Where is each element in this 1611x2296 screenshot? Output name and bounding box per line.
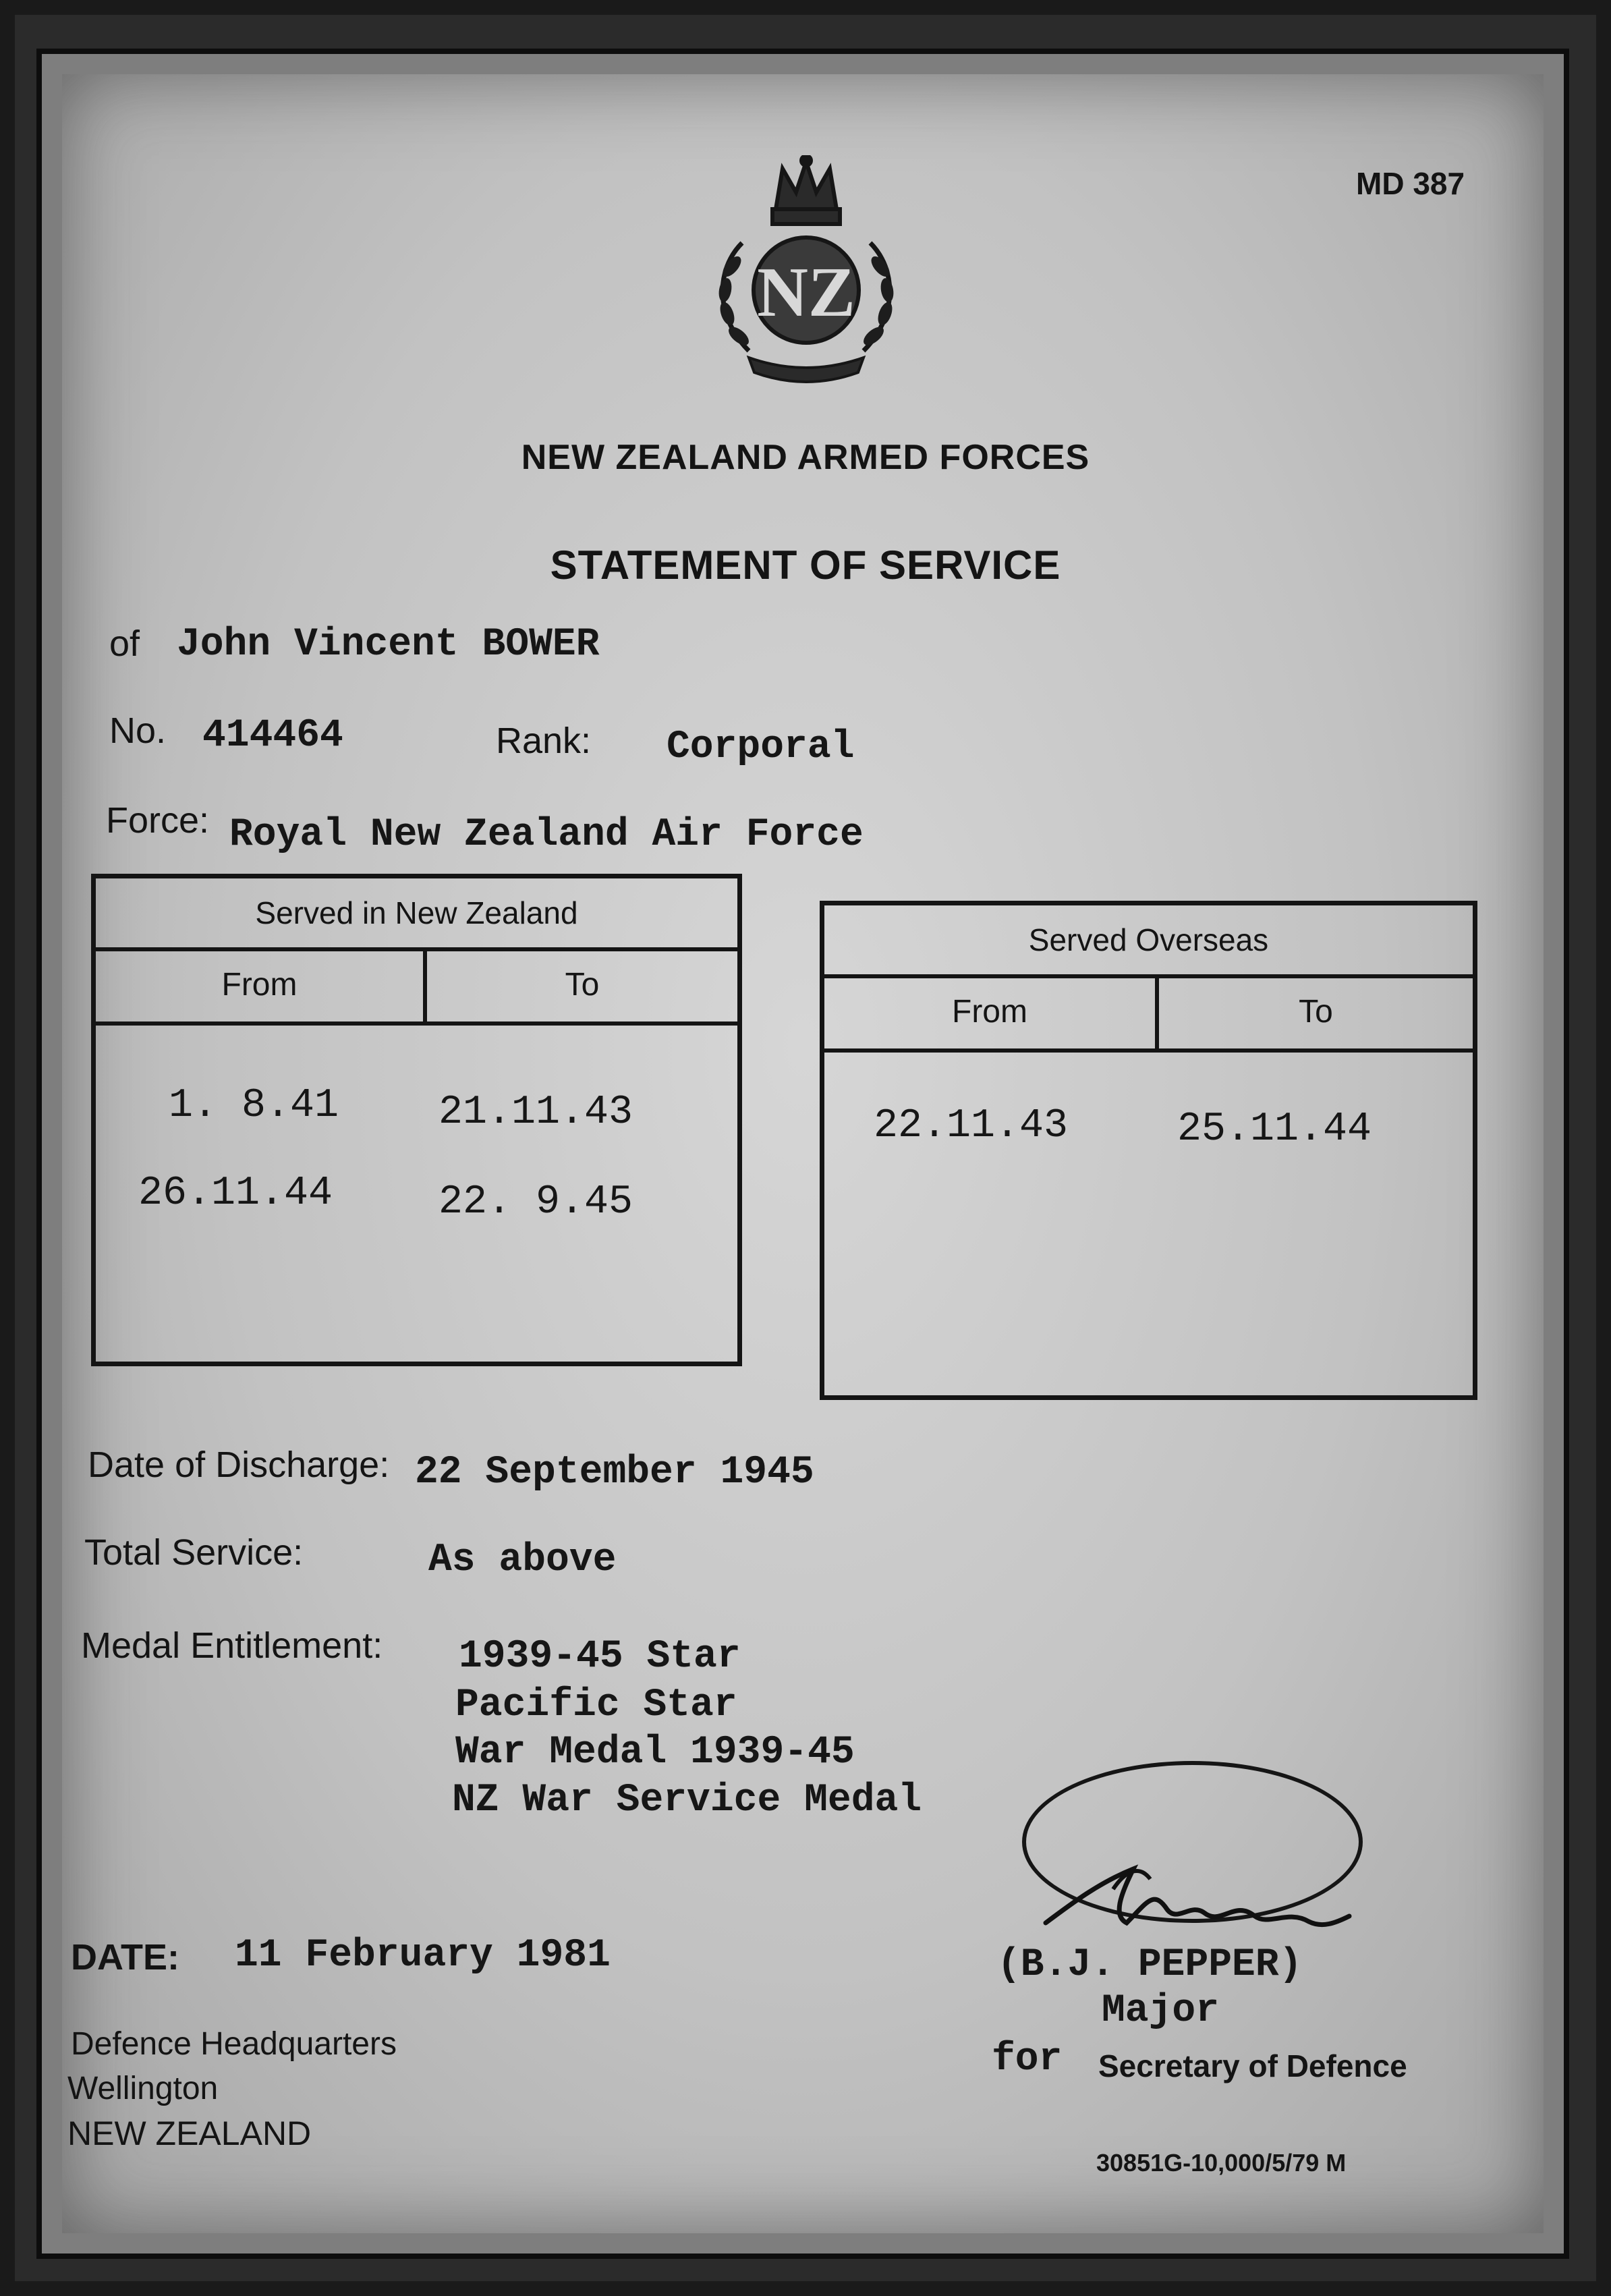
service-number: 414464 — [202, 714, 343, 758]
served-nz-heading: Served in New Zealand — [96, 878, 737, 951]
person-name: John Vincent BOWER — [177, 623, 600, 667]
served-overseas-col-to: To — [1299, 994, 1333, 1030]
print-code: 30851G-10,000/5/79 M — [1096, 2149, 1347, 2177]
signatory-rank: Major — [1102, 1989, 1220, 2033]
served-overseas-table — [820, 901, 1477, 1400]
issue-date: 11 February 1981 — [235, 1934, 611, 1978]
medal-item: NZ War Service Medal — [452, 1779, 922, 1822]
date-label: DATE: — [71, 1937, 179, 1978]
medal-entitlement-label: Medal Entitlement: — [81, 1625, 383, 1666]
organization-heading: NEW ZEALAND ARMED FORCES — [521, 438, 1090, 477]
served-nz-column-header — [96, 951, 737, 1026]
signatory-office: Secretary of Defence — [1098, 2048, 1407, 2083]
nz-row-1-from: 1. 8.41 — [169, 1083, 339, 1129]
served-overseas-heading: Served Overseas — [824, 905, 1473, 978]
force-value: Royal New Zealand Air Force — [229, 813, 864, 857]
document-title: STATEMENT OF SERVICE — [550, 542, 1061, 588]
address-line: NEW ZEALAND — [67, 2115, 312, 2152]
nz-row-2-to: 22. 9.45 — [439, 1179, 633, 1225]
total-service-label: Total Service: — [84, 1532, 304, 1573]
address-line: Defence Headquarters — [71, 2026, 397, 2062]
overseas-row-1-from: 22.11.43 — [874, 1103, 1069, 1149]
total-service-value: As above — [428, 1538, 617, 1582]
served-nz-col-to: To — [565, 967, 600, 1003]
rank-value: Corporal — [667, 725, 855, 769]
crest-letters: NZ — [757, 252, 855, 331]
name-prefix: of — [109, 623, 140, 664]
signatory-name: (B.J. PEPPER) — [997, 1943, 1303, 1987]
overseas-row-1-to: 25.11.44 — [1177, 1107, 1372, 1152]
signatory-for: for — [992, 2038, 1063, 2081]
medal-item: Pacific Star — [455, 1683, 737, 1727]
rank-label: Rank: — [496, 721, 592, 761]
discharge-date: 22 September 1945 — [415, 1451, 814, 1494]
form-code: MD 387 — [1356, 166, 1465, 201]
force-label: Force: — [106, 800, 210, 841]
nz-row-1-to: 21.11.43 — [439, 1090, 633, 1136]
nz-army-crest-icon — [702, 155, 911, 385]
served-overseas-col-from: From — [952, 994, 1027, 1030]
medal-item: 1939-45 Star — [459, 1635, 741, 1679]
number-label: No. — [109, 710, 167, 751]
discharge-label: Date of Discharge: — [88, 1445, 390, 1485]
signature-icon — [1032, 1842, 1383, 1957]
address-line: Wellington — [67, 2071, 219, 2106]
medal-item: War Medal 1939-45 — [455, 1731, 855, 1774]
served-nz-col-from: From — [221, 967, 298, 1003]
served-overseas-column-header — [824, 978, 1473, 1053]
nz-row-2-from: 26.11.44 — [138, 1171, 333, 1216]
